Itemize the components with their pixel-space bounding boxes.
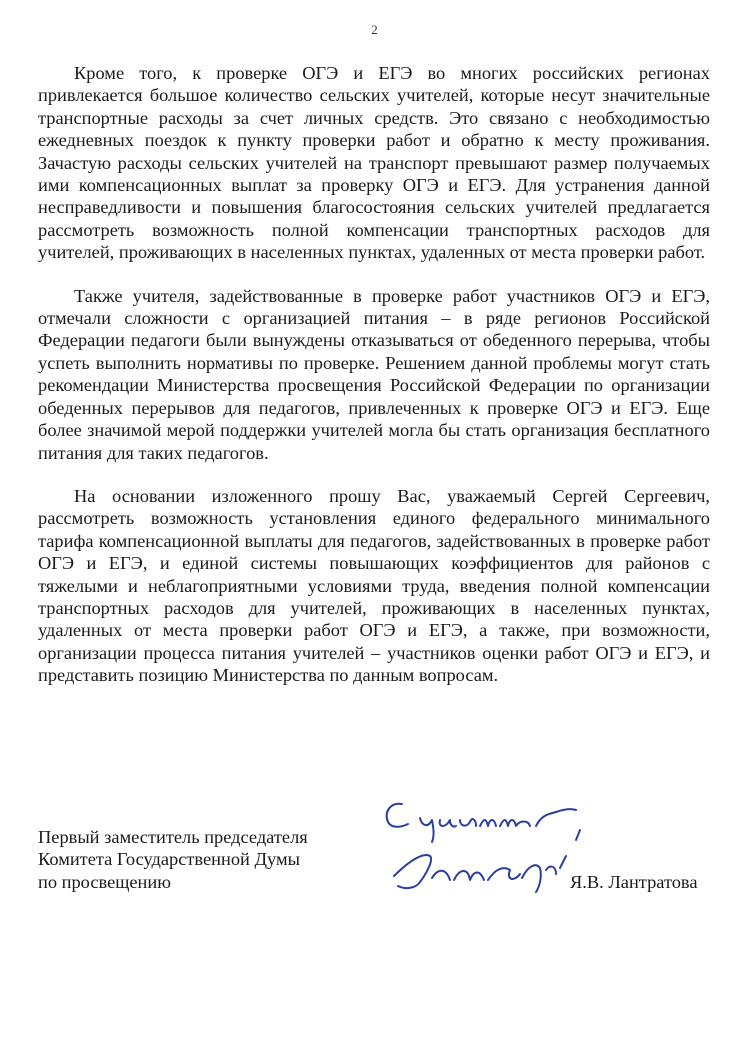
signer-position (38, 826, 338, 893)
paragraph-request: На основании изложенного прошу Вас, уважаемый Сергей Сергеевич, рассмотреть возможность установления единого федерального минимального тарифа компенсационной выплаты для педагогов, задействованных в проверке работ ОГЭ и ЕГЭ, и единой системы повышающих коэффициентов для районов с тяжелыми и неблагоприятными условиями труда, введения полной компенсации транспортных расходов для учителей, проживающих в населенных пунктах, удаленных от места проверки работ ОГЭ и ЕГЭ, а также, при возможности, организации процесса питания учителей – участников оценки работ ОГЭ и ЕГЭ, и представить позицию Министерства по данным вопросам. (38, 485, 710, 686)
letter-body (38, 62, 710, 708)
signer-position-line: Первый заместитель председателя (38, 827, 308, 847)
signer-position-line: по просвещению (38, 871, 171, 892)
page-number: 2 (371, 22, 378, 37)
signer-name: Я.В. Лантратова (570, 872, 698, 892)
signer-position-line: Комитета Государственной Думы (38, 849, 300, 870)
paragraph-transport-costs: Кроме того, к проверке ОГЭ и ЕГЭ во многих российских регионах привлекается большое количество сельских учителей, которые несут значительные транспортные расходы за счет личных средств. Это связано с необходимостью ежедневных поездок к пункту проверки работ и обратно к месту проживания. Зачастую расходы сельских учителей на транспорт превышают размер получаемых ими компенсационных выплат за проверку ОГЭ и ЕГЭ. Для устранения данной несправедливости и повышения благосостояния сельских учителей предлагается рассмотреть возможность полной компенсации транспортных расходов для учителей, проживающих в населенных пунктах, удаленных от места проверки работ. (38, 63, 710, 263)
paragraph-meals: Также учителя, задействованные в проверке работ участников ОГЭ и ЕГЭ, отмечали сложности с организацией питания – в ряде регионов Российской Федерации педагоги были вынуждены отказываться от обеденного перерыва, чтобы успеть выполнить нормативы по проверке. Решением данной проблемы могут стать рекомендации Министерства просвещения Российской Федерации по организации обеденных перерывов для педагогов, привлеченных к проверке ОГЭ и ЕГЭ. Еще более значимой мерой поддержки учителей могла бы стать организация бесплатного питания для таких педагогов. (38, 285, 710, 463)
